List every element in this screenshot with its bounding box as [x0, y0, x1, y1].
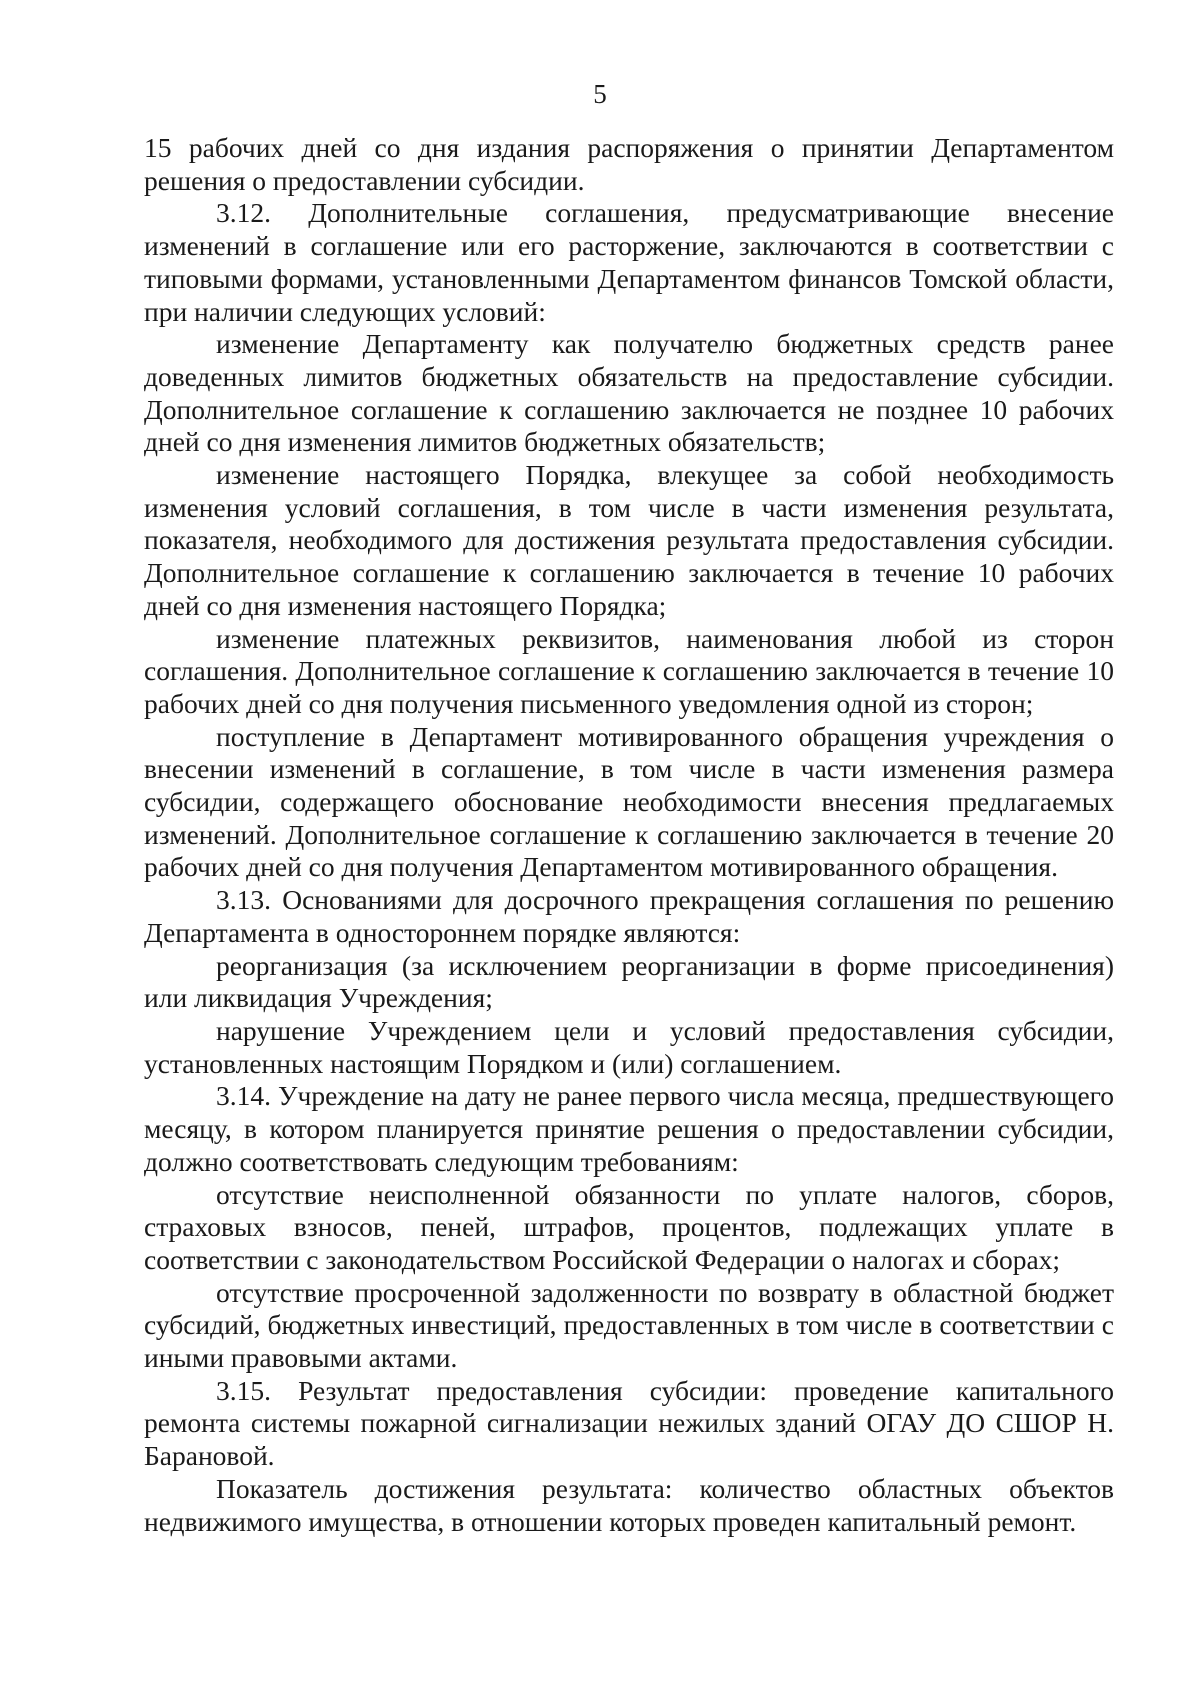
document-body: [144, 132, 1114, 1538]
paragraph-termination-violation: нарушение Учреждением цели и условий предоставления субсидии, установленных настоящим Порядком и (или) соглашением.: [144, 1014, 1114, 1079]
paragraph-indicator: Показатель достижения результата: количество областных объектов недвижимого имущества, в отношении которых проведен капитальный ремонт.: [144, 1472, 1114, 1537]
paragraph-condition-requisites: изменение платежных реквизитов, наименования любой из сторон соглашения. Дополнительное соглашение к соглашению заключается в течение 10 рабочих дней со дня получения письменного уведомления одной из сторон;: [144, 622, 1114, 719]
paragraph-requirement-debt: отсутствие просроченной задолженности по возврату в областной бюджет субсидий, бюджетных инвестиций, предоставленных в том числе в соответствии с иными правовыми актами.: [144, 1276, 1114, 1374]
paragraph-condition-procedure: изменение настоящего Порядка, влекущее за собой необходимость изменения условий соглашения, в том числе в части изменения результата, показателя, необходимого для достижения результата предоставления субсидии. Дополнительное соглашение к соглашению заключается в течение 10 рабочих дней со дня изменения настоящего Порядка;: [144, 459, 1114, 621]
paragraph-3-12: 3.12. Дополнительные соглашения, предусматривающие внесение изменений в соглашение или его расторжение, заключаются в соответствии с типовыми формами, установленными Департаментом финансов Томской области, при наличии следующих условий:: [144, 197, 1114, 327]
paragraph-requirement-taxes: отсутствие неисполненной обязанности по уплате налогов, сборов, страховых взносов, пеней, штрафов, процентов, подлежащих уплате в соответствии с законодательством Российской Федерации о налогах и сборах;: [144, 1178, 1114, 1275]
paragraph-3-15: 3.15. Результат предоставления субсидии: проведение капитального ремонта системы пожарной сигнализации нежилых зданий ОГАУ ДО СШОР Н. Барановой.: [144, 1374, 1114, 1472]
page-number: 5: [593, 79, 607, 109]
paragraph-termination-reorganization: реорганизация (за исключением реорганизации в форме присоединения) или ликвидация Учреждения;: [144, 949, 1114, 1014]
paragraph-continuation: 15 рабочих дней со дня издания распоряжения о принятии Департаментом решения о предоставлении субсидии.: [144, 132, 1114, 196]
paragraph-3-14: 3.14. Учреждение на дату не ранее первого числа месяца, предшествующего месяцу, в котором планируется принятие решения о предоставлении субсидии, должно соответствовать следующим требованиям:: [144, 1080, 1114, 1177]
paragraph-condition-appeal: поступление в Департамент мотивированного обращения учреждения о внесении изменений в соглашение, в том числе в части изменения размера субсидии, содержащего обоснование необходимости внесения предлагаемых изменений. Дополнительное соглашение к соглашению заключается в течение 20 рабочих дней со дня получения Департаментом мотивированного обращения.: [144, 720, 1114, 883]
paragraph-3-13: 3.13. Основаниями для досрочного прекращения соглашения по решению Департамента в одностороннем порядке являются:: [144, 884, 1114, 948]
paragraph-condition-limits: изменение Департаменту как получателю бюджетных средств ранее доведенных лимитов бюджетных обязательств на предоставление субсидии. Дополнительное соглашение к соглашению заключается не позднее 10 рабочих дней со дня изменения лимитов бюджетных обязательств;: [144, 328, 1114, 458]
